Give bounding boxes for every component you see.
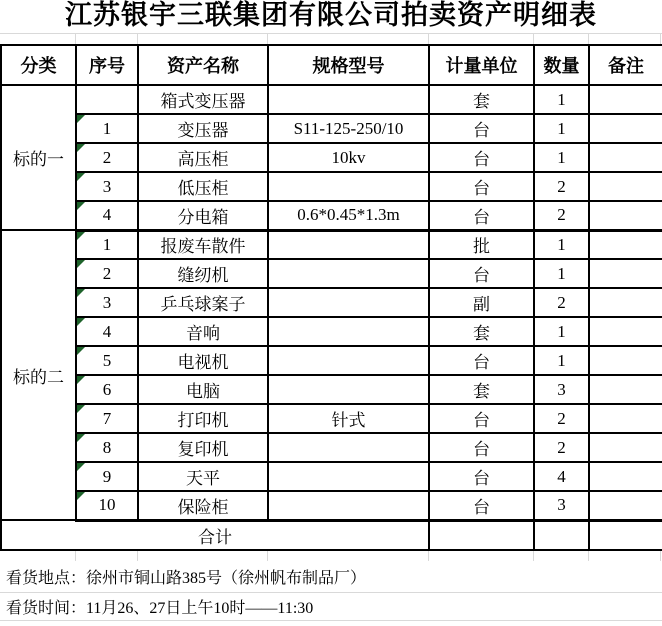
header-serial: 序号 <box>76 45 138 85</box>
asset-name-cell-text: 天平 <box>186 469 220 488</box>
quantity-cell-text: 1 <box>557 234 566 254</box>
quantity-cell <box>534 404 589 433</box>
asset-name-cell-text: 箱式变压器 <box>160 92 246 111</box>
spec-cell <box>268 288 429 317</box>
asset-name-cell <box>138 317 268 346</box>
asset-name-cell <box>138 288 268 317</box>
remark-cell <box>589 114 662 143</box>
spec-cell <box>268 317 429 346</box>
serial-cell <box>76 462 138 491</box>
serial-cell <box>76 230 138 259</box>
spec-cell-text: 10kv <box>331 147 366 167</box>
table-row <box>1 404 662 433</box>
table-row <box>1 230 662 259</box>
remark-cell <box>589 201 662 230</box>
header-remark: 备注 <box>589 45 662 85</box>
unit-cell-text: 副 <box>473 295 490 314</box>
spec-cell <box>268 346 429 375</box>
total-qty-cell <box>534 520 589 550</box>
serial-cell <box>76 346 138 375</box>
unit-cell-text: 台 <box>473 207 490 227</box>
error-flag-icon <box>77 318 85 326</box>
unit-cell <box>429 462 534 491</box>
quantity-cell-text: 2 <box>557 292 566 312</box>
quantity-cell <box>534 346 589 375</box>
remark-cell <box>589 433 662 462</box>
serial-cell <box>76 114 138 143</box>
quantity-cell <box>534 114 589 143</box>
spec-cell <box>268 433 429 462</box>
quantity-cell <box>534 462 589 491</box>
quantity-cell-text: 1 <box>557 263 566 283</box>
serial-cell-text: 2 <box>102 147 112 167</box>
remark-cell <box>589 259 662 288</box>
asset-name-cell <box>138 259 268 288</box>
quantity-cell-text: 2 <box>557 205 566 225</box>
serial-cell <box>76 404 138 433</box>
total-remark-cell <box>589 520 662 550</box>
unit-cell <box>429 404 534 433</box>
quantity-cell <box>534 143 589 172</box>
error-flag-icon <box>77 173 85 181</box>
unit-cell-text: 台 <box>473 150 490 169</box>
asset-name-cell <box>138 433 268 462</box>
serial-cell <box>76 288 138 317</box>
table-row <box>1 85 662 114</box>
serial-cell <box>76 143 138 172</box>
serial-cell-text: 4 <box>102 205 112 225</box>
error-flag-icon <box>77 492 85 500</box>
unit-cell-text: 套 <box>473 324 490 343</box>
header-spec-model: 规格型号 <box>268 45 429 85</box>
error-flag-icon <box>77 202 85 210</box>
quantity-cell <box>534 433 589 462</box>
spec-cell-text: 针式 <box>331 411 366 430</box>
asset-name-cell <box>138 491 268 520</box>
serial-cell-text: 7 <box>102 408 112 428</box>
remark-cell <box>589 375 662 404</box>
unit-cell-text: 台 <box>473 497 490 517</box>
spec-cell <box>268 114 429 143</box>
unit-cell <box>429 433 534 462</box>
serial-cell-text: 10 <box>98 495 116 515</box>
serial-cell <box>76 491 138 520</box>
unit-cell <box>429 317 534 346</box>
table-row <box>1 172 662 201</box>
asset-name-cell-text: 电脑 <box>186 382 220 401</box>
header-asset-name: 资产名称 <box>138 45 268 85</box>
asset-name-cell <box>138 346 268 375</box>
spec-cell-text: 0.6*0.45*1.3m <box>297 205 400 225</box>
asset-name-cell-text: 复印机 <box>177 440 229 459</box>
table-row <box>1 491 662 520</box>
quantity-cell-text: 2 <box>557 176 566 196</box>
spec-cell <box>268 230 429 259</box>
viewing-location-note <box>0 561 662 593</box>
spec-cell <box>268 375 429 404</box>
remark-cell <box>589 491 662 520</box>
error-flag-icon <box>77 232 85 240</box>
asset-name-cell-text: 电视机 <box>177 353 229 372</box>
asset-name-cell-text: 变压器 <box>177 121 229 140</box>
error-flag-icon <box>77 463 85 471</box>
serial-cell-text: 1 <box>102 234 112 254</box>
spec-cell <box>268 143 429 172</box>
error-flag-icon <box>77 376 85 384</box>
asset-name-cell <box>138 114 268 143</box>
quantity-cell-text: 1 <box>557 118 566 138</box>
asset-name-cell-text: 高压柜 <box>177 150 229 169</box>
serial-cell <box>76 172 138 201</box>
table-row <box>1 143 662 172</box>
spec-cell <box>268 85 429 114</box>
remark-cell <box>589 288 662 317</box>
table-row <box>1 259 662 288</box>
remark-cell <box>589 404 662 433</box>
viewing-time-text: 看货时间：11月26、27日上午10时——11:30 <box>6 600 314 617</box>
unit-cell <box>429 230 534 259</box>
quantity-cell-text: 1 <box>557 147 566 167</box>
table-row <box>1 375 662 404</box>
header-category: 分类 <box>1 45 76 85</box>
unit-cell-text: 套 <box>473 382 490 401</box>
asset-name-cell-text: 保险柜 <box>177 497 229 517</box>
gridline-spacer-bottom <box>0 551 662 561</box>
serial-cell-text: 3 <box>102 292 112 312</box>
serial-cell <box>76 201 138 230</box>
unit-cell-text: 台 <box>473 179 490 198</box>
serial-cell-text: 6 <box>102 379 112 399</box>
table-row <box>1 346 662 375</box>
unit-cell-text: 套 <box>473 92 490 111</box>
spec-cell <box>268 491 429 520</box>
remark-cell <box>589 346 662 375</box>
total-label-cell: 合计 <box>1 520 429 550</box>
table-row <box>1 317 662 346</box>
asset-name-cell <box>138 404 268 433</box>
error-flag-icon <box>77 260 85 268</box>
spec-cell <box>268 201 429 230</box>
quantity-cell <box>534 230 589 259</box>
remark-cell <box>589 85 662 114</box>
asset-name-cell-text: 报废车散件 <box>160 237 246 257</box>
asset-name-cell <box>138 462 268 491</box>
error-flag-icon <box>77 405 85 413</box>
quantity-cell <box>534 172 589 201</box>
quantity-cell <box>534 288 589 317</box>
category-cell: 标的一 <box>1 85 76 230</box>
quantity-cell <box>534 259 589 288</box>
asset-name-cell <box>138 172 268 201</box>
serial-cell-text: 8 <box>102 437 112 457</box>
unit-cell-text: 批 <box>473 237 490 257</box>
quantity-cell-text: 3 <box>557 495 566 515</box>
header-unit: 计量单位 <box>429 45 534 85</box>
unit-cell-text: 台 <box>473 440 490 459</box>
table-row <box>1 201 662 230</box>
total-row <box>1 520 662 550</box>
serial-cell <box>76 259 138 288</box>
viewing-location-text: 看货地点：徐州市铜山路385号（徐州帆布制品厂） <box>6 570 367 587</box>
table-row <box>1 433 662 462</box>
remark-cell <box>589 317 662 346</box>
quantity-cell-text: 3 <box>557 379 566 399</box>
error-flag-icon <box>77 434 85 442</box>
unit-cell <box>429 172 534 201</box>
serial-cell <box>76 317 138 346</box>
unit-cell <box>429 143 534 172</box>
asset-name-cell <box>138 230 268 259</box>
asset-table-body <box>1 85 662 550</box>
asset-name-cell-text: 乒乓球案子 <box>160 295 246 314</box>
quantity-cell <box>534 491 589 520</box>
asset-name-cell-text: 打印机 <box>177 411 229 430</box>
error-flag-icon <box>77 144 85 152</box>
asset-name-cell-text: 分电箱 <box>177 207 229 227</box>
category-cell: 标的二 <box>1 230 76 520</box>
remark-cell <box>589 230 662 259</box>
asset-name-cell-text: 低压柜 <box>177 179 229 198</box>
remark-cell <box>589 172 662 201</box>
total-unit-cell <box>429 520 534 550</box>
serial-cell <box>76 375 138 404</box>
viewing-time-note <box>0 593 662 621</box>
unit-cell-text: 台 <box>473 411 490 430</box>
remark-cell <box>589 462 662 491</box>
asset-name-cell <box>138 143 268 172</box>
serial-cell-text: 5 <box>102 350 112 370</box>
serial-cell-text: 1 <box>102 118 112 138</box>
spec-cell <box>268 172 429 201</box>
serial-cell-text: 4 <box>102 321 112 341</box>
spec-cell <box>268 259 429 288</box>
unit-cell-text: 台 <box>473 469 490 488</box>
quantity-cell-text: 2 <box>557 437 566 457</box>
error-flag-icon <box>77 289 85 297</box>
quantity-cell-text: 1 <box>557 350 566 370</box>
unit-cell <box>429 346 534 375</box>
remark-cell <box>589 143 662 172</box>
unit-cell <box>429 259 534 288</box>
unit-cell <box>429 288 534 317</box>
asset-name-cell <box>138 201 268 230</box>
serial-cell-text: 3 <box>102 176 112 196</box>
asset-name-cell <box>138 375 268 404</box>
spec-cell <box>268 462 429 491</box>
unit-cell <box>429 114 534 143</box>
unit-cell <box>429 201 534 230</box>
asset-name-cell-text: 音响 <box>186 324 220 343</box>
serial-cell-text: 2 <box>102 263 112 283</box>
unit-cell <box>429 85 534 114</box>
quantity-cell-text: 4 <box>557 466 566 486</box>
quantity-cell-text: 1 <box>557 321 566 341</box>
gridline-spacer-top <box>0 33 662 44</box>
unit-cell-text: 台 <box>473 353 490 372</box>
serial-cell-text: 9 <box>102 466 112 486</box>
header-quantity: 数量 <box>534 45 589 85</box>
spec-cell-text: S11-125-250/10 <box>293 118 404 138</box>
table-row <box>1 114 662 143</box>
quantity-cell <box>534 375 589 404</box>
quantity-cell-text: 2 <box>557 408 566 428</box>
asset-table <box>0 44 662 551</box>
unit-cell-text: 台 <box>473 266 490 285</box>
unit-cell <box>429 375 534 404</box>
spec-cell <box>268 404 429 433</box>
quantity-cell <box>534 85 589 114</box>
error-flag-icon <box>77 115 85 123</box>
serial-cell <box>76 433 138 462</box>
serial-cell <box>76 85 138 114</box>
unit-cell-text: 台 <box>473 121 490 140</box>
asset-name-cell <box>138 85 268 114</box>
quantity-cell <box>534 201 589 230</box>
asset-name-cell-text: 缝纫机 <box>177 266 229 285</box>
quantity-cell-text: 1 <box>557 89 566 109</box>
quantity-cell <box>534 317 589 346</box>
header-row <box>1 45 662 85</box>
page-title: 江苏银宇三联集团有限公司拍卖资产明细表 <box>65 0 597 30</box>
table-row <box>1 462 662 491</box>
table-row <box>1 288 662 317</box>
unit-cell <box>429 491 534 520</box>
error-flag-icon <box>77 347 85 355</box>
